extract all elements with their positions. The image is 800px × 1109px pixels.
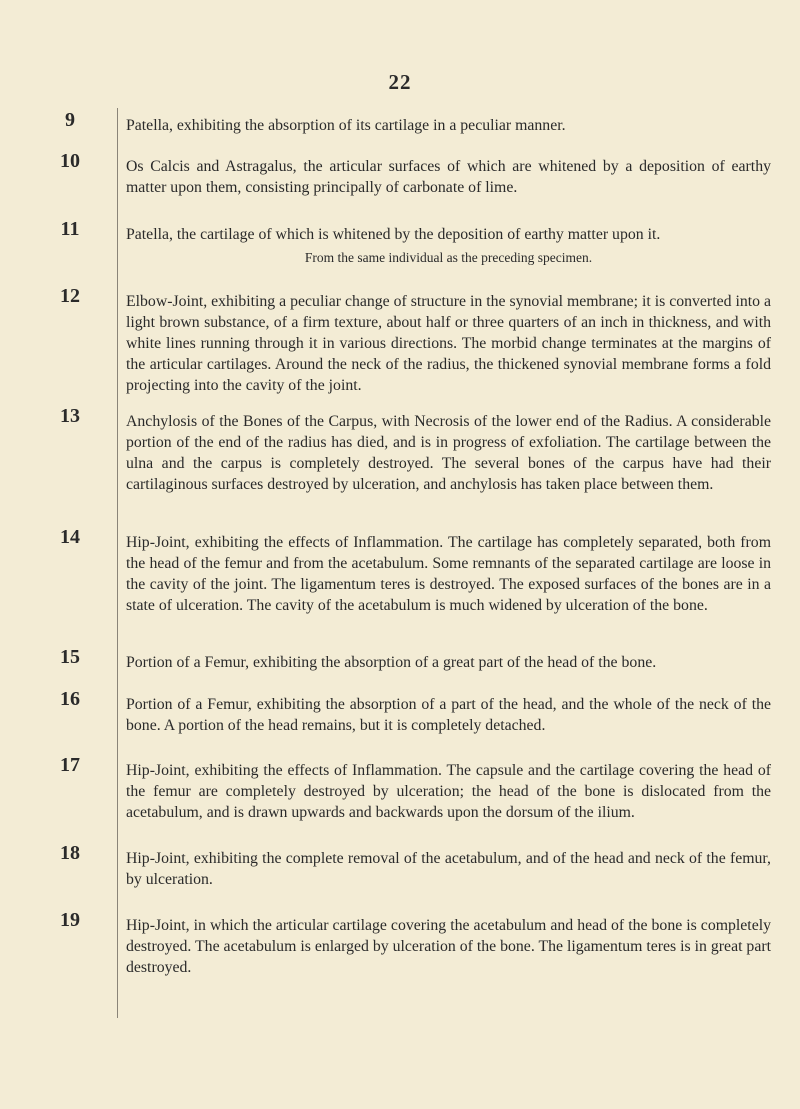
entry-number: 13 [60,405,80,427]
entry-number: 14 [60,526,80,548]
entry-text: Hip-Joint, exhibiting the effects of Inflammation. The cartilage has completely separated, both from the head of the femur and from the acetabulum. Some remnants of the separated cartilage are loose in the cavity of the joint. The ligamentum teres is destroyed. The exposed surfaces of the bones are in a state of ulceration. The cavity of the acetabulum is much widened by ulceration of the bone. [126,534,771,614]
entry-text: Patella, exhibiting the absorption of its cartilage in a peculiar manner. [126,117,566,134]
entry-text: Patella, the cartilage of which is whitened by the deposition of earthy matter upon it. [126,226,661,243]
entry-text: Portion of a Femur, exhibiting the absorption of a part of the head, and the whole of the neck of the bone. A portion of the head remains, but it is completely detached. [126,696,771,734]
entry-number: 19 [60,909,80,931]
entry-text: Elbow-Joint, exhibiting a peculiar change of structure in the synovial membrane; it is converted into a light brown substance, of a firm texture, about half or three quarters of an inch in thickness, and with white lines running through it in various directions. The morbid change terminates at the margins of the articular cartilages. Around the neck of the radius, the thickened synovial membrane forms a fold projecting into the cavity of the joint. [126,293,771,394]
entry-text: Hip-Joint, in which the articular cartilage covering the acetabulum and head of the bone is completely destroyed. The acetabulum is enlarged by ulceration of the bone. The ligamentum teres is in great part destroyed. [126,917,771,976]
entry-text: Os Calcis and Astragalus, the articular surfaces of which are whitened by a deposition of earthy matter upon them, consisting principally of carbonate of lime. [126,158,771,196]
entry-number: 10 [60,150,80,172]
entry-text: Hip-Joint, exhibiting the complete removal of the acetabulum, and of the head and neck of the femur, by ulceration. [126,850,771,888]
entry-number: 16 [60,688,80,710]
entry-number: 17 [60,754,80,776]
entry-text: Anchylosis of the Bones of the Carpus, with Necrosis of the lower end of the Radius. A considerable portion of the end of the radius has died, and is in progress of exfoliation. The cartilage between the ulna and the carpus is completely destroyed. The several bones of the carpus have had their cartilaginous surfaces destroyed by ulceration, and anchylosis has taken place between them. [126,413,771,493]
margin-rule [117,108,118,1018]
entry-number: 11 [60,218,80,240]
entry-note: From the same individual as the preceding specimen. [304,250,593,265]
page-number: 22 [388,70,412,94]
entry-text: Portion of a Femur, exhibiting the absorption of a great part of the head of the bone. [126,654,657,671]
entry-number: 9 [65,109,75,131]
entry-number: 15 [60,646,80,668]
entry-text: Hip-Joint, exhibiting the effects of Inflammation. The capsule and the cartilage covering the head of the femur are completely destroyed by ulceration; the head of the bone is dislocated from the acetabulum, and is drawn upwards and backwards upon the dorsum of the ilium. [126,762,771,821]
entry-number: 18 [60,842,80,864]
entry-number: 12 [60,285,80,307]
